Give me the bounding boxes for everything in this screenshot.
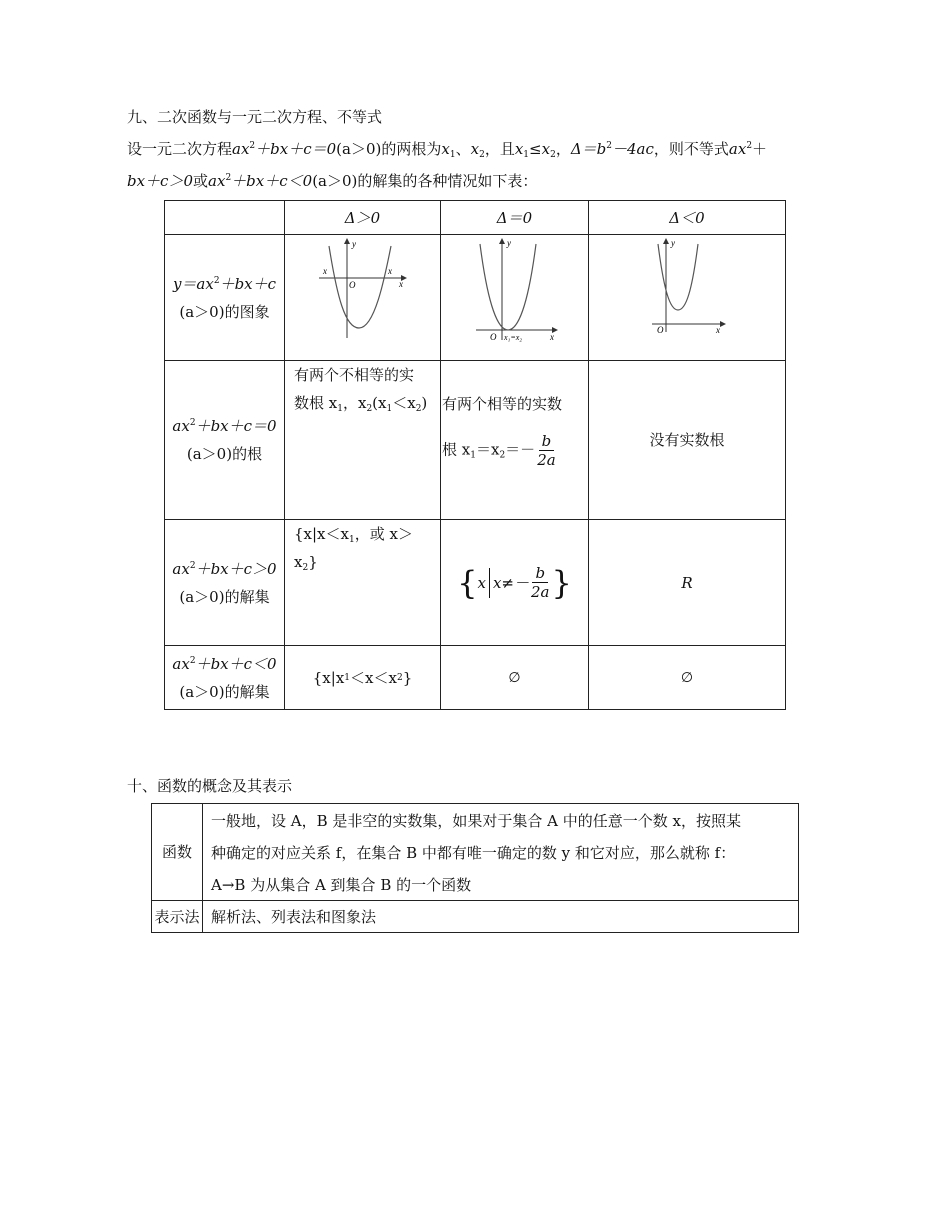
function-label: 函数 <box>161 843 192 861</box>
less-solution-none-empty: ∅ <box>680 669 694 686</box>
header-delta-zero: Δ＝0 <box>496 208 533 227</box>
section-9-heading: 九、二次函数与一元二次方程、不等式 <box>127 108 383 126</box>
graph1-x1: x <box>323 266 327 276</box>
graph-double-root <box>470 236 565 346</box>
graph2-y-label: y <box>507 238 511 248</box>
row-graph-label: $y=ax^2+bx+c$ (a＞0)的图象 <box>172 274 277 321</box>
graph2-double-root-label: x₁=x₂ <box>504 333 523 342</box>
less-solution-double-empty: ∅ <box>508 669 521 686</box>
intro-line-2: bx＋c＞0或$ax^2+bx+c<0(a>0)$的解集的各种情况如下表： <box>127 172 538 190</box>
roots-none: 没有实数根 <box>649 431 725 449</box>
graph1-origin: O <box>349 280 356 290</box>
less-solution-two-roots: {x|x 1 ＜x＜x 2 } <box>312 668 413 687</box>
row-greater-label: $ax^2+bx+c>0$ (a＞0)的解集 <box>172 559 277 606</box>
intro-line-1: 设一元二次方程$ax^2+bx+c=0(a>0)$的两根为$x_1$、$x_2$，且$x_1\le x_2$，$\Delta=b^2-4ac$，则不等式$ax^2+$ <box>127 140 768 160</box>
representation-label: 表示法 <box>154 907 200 926</box>
graph1-x2: x <box>388 266 392 276</box>
row-less-label: $ax^2+bx+c<0$ (a＞0)的解集 <box>172 654 277 701</box>
greater-solution-two-roots: {$x|x<x_1$，或 x＞ $x_2$} <box>294 525 413 573</box>
header-delta-positive: Δ＞0 <box>344 208 381 227</box>
function-definition: 一般地，设 A，B 是非空的实数集，如果对于集合 A 中的任意一个数 x，按照某 种确定的对应关系 f，在集合 B 中都有唯一确定的数 y 和它对应，那么就称 f： A→B 为从集合 A 到集合 B 的一个函数 <box>211 812 741 894</box>
graph3-x-label: x <box>716 325 720 335</box>
greater-solution-double: { x x≠－ $\frac{b}{2a}$ } <box>457 563 572 602</box>
graph3-y-label: y <box>671 238 675 248</box>
graph1-x-label: x <box>399 279 403 289</box>
graph2-origin: O <box>490 332 497 342</box>
roots-double: 有两个相等的实数 根 $x_1=x_2=-$ $\frac{b}{2a}$ <box>442 395 563 469</box>
graph2-x-label: x <box>550 332 554 342</box>
header-delta-negative: Δ＜0 <box>669 208 705 227</box>
graph3-origin: O <box>657 325 664 335</box>
row-roots-label: $ax^2+bx+c=0$ (a＞0)的根 <box>172 417 277 463</box>
section-10-heading: 十、函数的概念及其表示 <box>127 777 293 795</box>
roots-two-distinct: 有两个不相等的实 数根 $x_1$，$x_2(x_1<x_2)$ <box>294 366 428 414</box>
representation-methods: 解析法、列表法和图象法 <box>211 907 377 926</box>
graph1-y-label: y <box>352 239 356 249</box>
greater-solution-all-reals: R <box>681 573 693 592</box>
graph-two-roots <box>313 236 413 344</box>
graph-no-roots <box>648 236 733 336</box>
